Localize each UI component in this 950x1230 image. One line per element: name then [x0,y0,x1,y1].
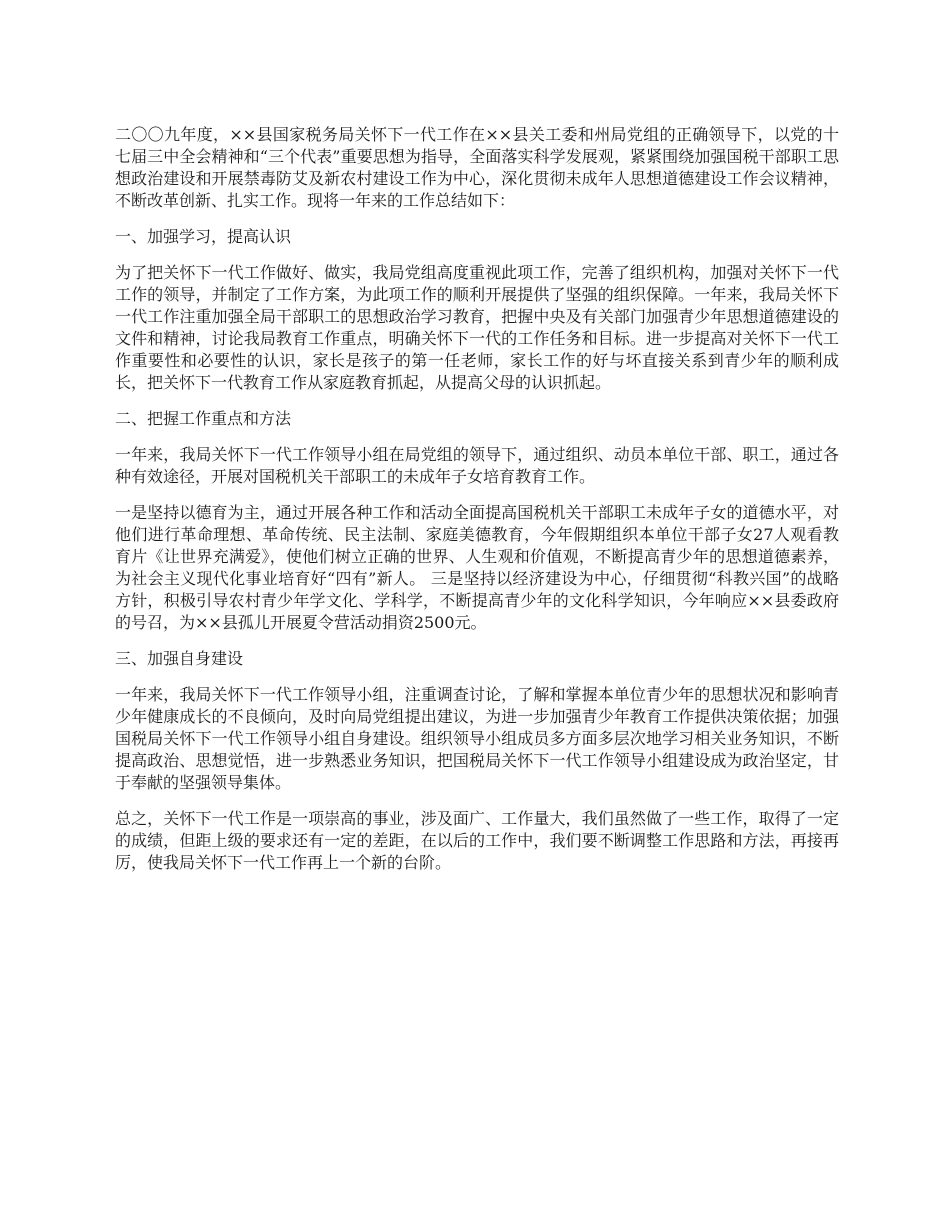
section-2-paragraph-2: 一是坚持以德育为主，通过开展各种工作和活动全面提高国税机关干部职工未成年子女的道德水平，对他们进行革命理想、革命传统、民主法制、家庭美德教育，今年假期组织本单位干部子女27人观看教育片《让世界充满爱》，使他们树立正确的世界、人生观和价值观，不断提高青少年的思想道德素养，为社会主义现代化事业培育好“四有”新人。 三是坚持以经济建设为中心，仔细贯彻“科教兴国”的战略方针，积极引导农村青少年学文化、学科学，不断提高青少年的文化科学知识，今年响应××县委政府的号召，为××县孤儿开展夏令营活动捐资2500元。 [115,503,839,632]
document-body [115,124,839,888]
section-1-paragraph: 为了把关怀下一代工作做好、做实，我局党组高度重视此项工作，完善了组织机构，加强对关怀下一代工作的领导，并制定了工作方案，为此项工作的顺利开展提供了坚强的组织保障。一年来，我局关怀下一代工作注重加强全局干部职工的思想政治学习教育，把握中央及有关部门加强青少年思想道德建设的文件和精神，讨论我局教育工作重点，明确关怀下一代的工作任务和目标。进一步提高对关怀下一代工作重要性和必要性的认识，家长是孩子的第一任老师，家长工作的好与坏直接关系到青少年的顺利成长，把关怀下一代教育工作从家庭教育抓起，从提高父母的认识抓起。 [115,263,839,392]
intro-paragraph: 二〇〇九年度，××县国家税务局关怀下一代工作在××县关工委和州局党组的正确领导下，以党的十七届三中全会精神和“三个代表”重要思想为指导，全面落实科学发展观，紧紧围绕加强国税干部职工思想政治建设和开展禁毒防艾及新农村建设工作为中心，深化贯彻未成年人思想道德建设工作会议精神，不断改革创新、扎实工作。现将一年来的工作总结如下： [115,125,839,210]
section-heading-1: 一、加强学习，提高认识 [115,227,292,246]
conclusion-paragraph: 总之，关怀下一代工作是一项崇高的事业，涉及面广、工作量大，我们虽然做了一些工作，取得了一定的成绩，但距上级的要求还有一定的差距，在以后的工作中，我们要不断调整工作思路和方法，再接再厉，使我局关怀下一代工作再上一个新的台阶。 [115,809,839,872]
section-heading-2: 二、把握工作重点和方法 [115,409,292,428]
section-3-paragraph: 一年来，我局关怀下一代工作领导小组，注重调查讨论，了解和掌握本单位青少年的思想状况和影响青少年健康成长的不良倾向，及时向局党组提出建议，为进一步加强青少年教育工作提供决策依据；加强国税局关怀下一代工作领导小组自身建设。组织领导小组成员多方面多层次地学习相关业务知识，不断提高政治、思想觉悟，进一步熟悉业务知识，把国税局关怀下一代工作领导小组建设成为政治坚定，甘于奉献的坚强领导集体。 [115,685,839,792]
section-2-paragraph-1: 一年来，我局关怀下一代工作领导小组在局党组的领导下，通过组织、动员本单位干部、职工，通过各种有效途径，开展对国税机关干部职工的未成年子女培育教育工作。 [115,445,839,486]
section-heading-3: 三、加强自身建设 [115,649,244,668]
